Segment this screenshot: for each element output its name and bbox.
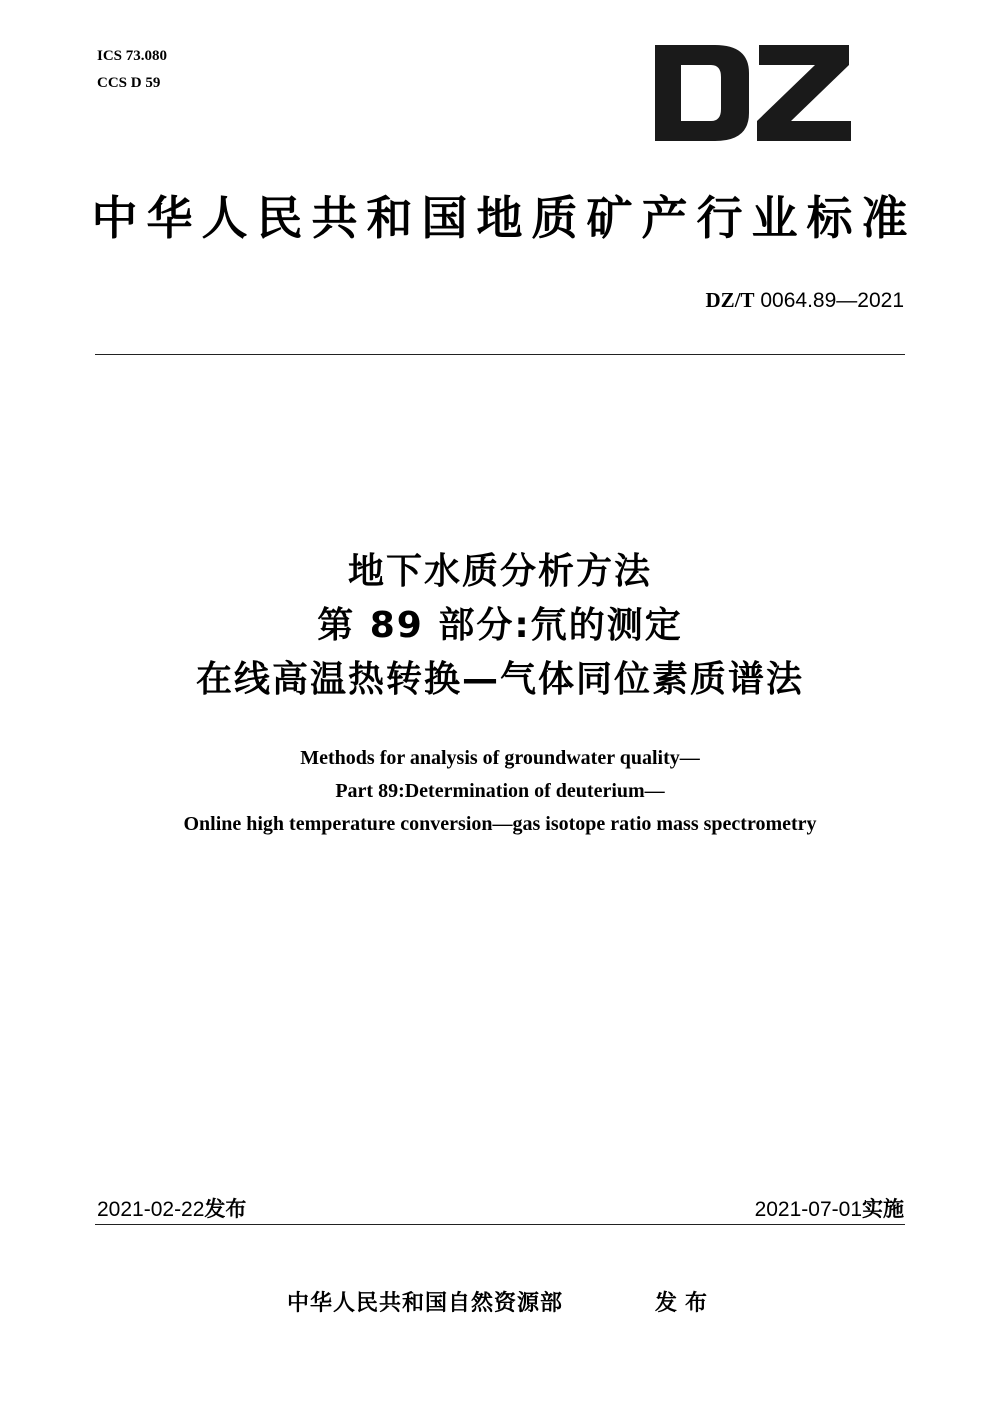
implement-date-word: 实施 [862, 1197, 904, 1221]
standard-category-title: 中华人民共和国地质矿产行业标准 [91, 191, 917, 245]
standard-number-value: 0064.89—2021 [754, 289, 904, 312]
ics-code: ICS 73.080 [97, 48, 168, 64]
en-title-line-2: Part 89:Determination of deuterium— [335, 780, 665, 802]
issuer-name: 中华人民共和国自然资源部 [287, 1291, 564, 1316]
publish-date-value: 2021-02-22 [97, 1198, 205, 1221]
implement-date-value: 2021-07-01 [754, 1198, 862, 1221]
publish-date-word: 发布 [204, 1197, 247, 1221]
implement-date [755, 1196, 904, 1223]
cn-title-line-3: 在线高温热转换—气体同位素质谱法 [195, 659, 804, 700]
bottom-divider [95, 1224, 905, 1225]
standard-number [706, 287, 904, 314]
publish-date [97, 1196, 246, 1223]
ccs-code: CCS D 59 [97, 75, 161, 91]
en-title-line-1: Methods for analysis of groundwater quality— [300, 747, 700, 769]
issuer-action: 发布 [655, 1291, 716, 1316]
dz-logo [655, 45, 851, 141]
standard-number-prefix: DZ/T [705, 288, 755, 312]
cn-title-line-1: 地下水质分析方法 [347, 551, 652, 592]
cn-title-line-2: 第 89 部分:氘的测定 [317, 605, 683, 646]
top-divider [95, 354, 905, 355]
en-title-line-3: Online high temperature conversion—gas isotope ratio mass spectrometry [183, 813, 817, 835]
